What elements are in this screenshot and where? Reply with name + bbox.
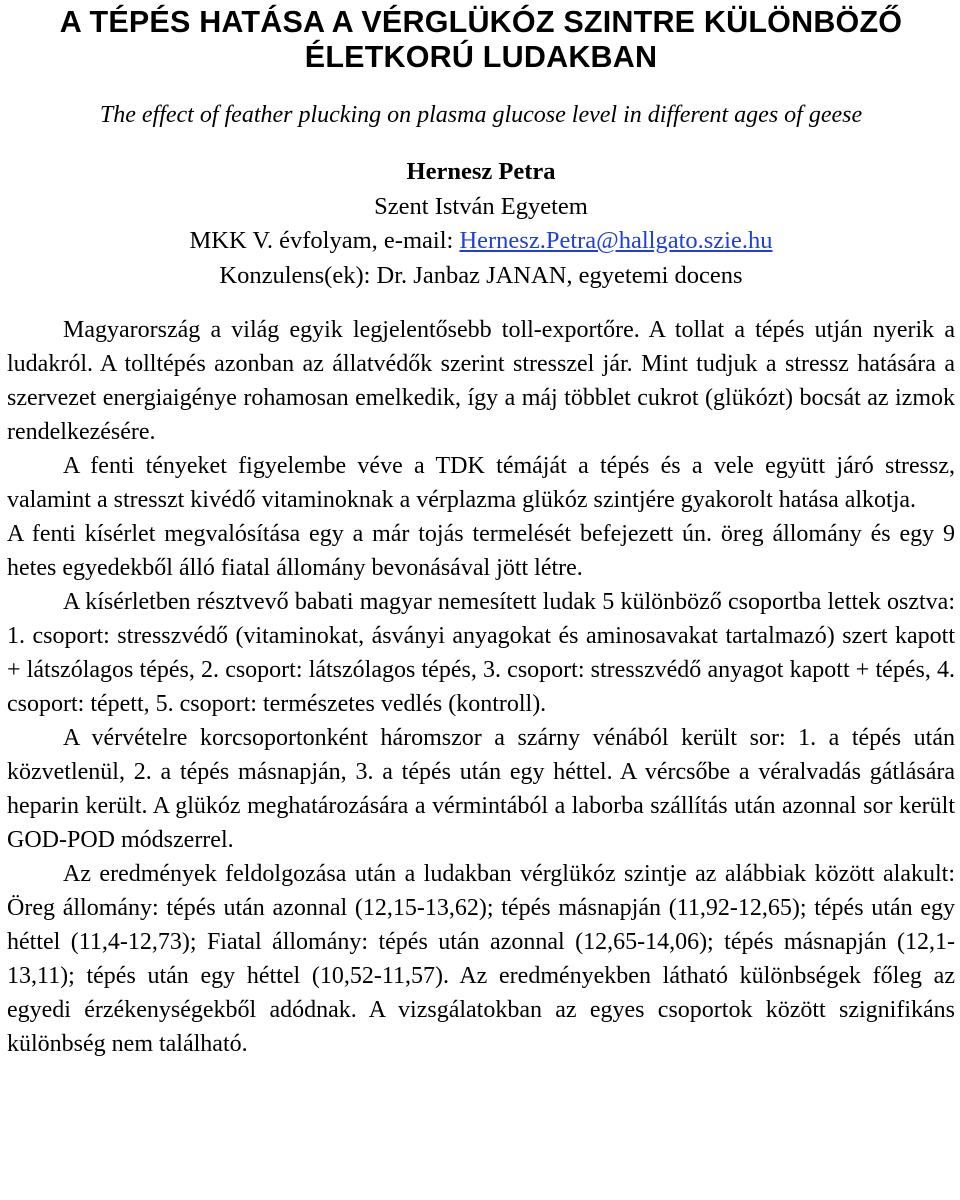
- abstract-paragraph-5: A vérvételre korcsoportonként háromszor a szárny vénából került sor: 1. a tépés után közvetlenül, 2. a tépés másnapján, 3. a tépés után egy héttel. A vércsőbe a véralvadás gátlására heparin került. A glükóz meghatározására a vérmintából a laborba szállítás után azonnal sor került GOD-POD módszerrel.: [7, 725, 955, 853]
- page-title: [7, 5, 955, 75]
- abstract-paragraph-3: A fenti kísérlet megvalósítása egy a már tojás termelését befejezett ún. öreg állomány és egy 9 hetes egyedekből álló fiatal állomány bevonásával jött létre.: [7, 521, 955, 581]
- document-page: [7, 0, 955, 1061]
- course-label: MKK V. évfolyam, e-mail:: [189, 227, 460, 254]
- author-name: Hernesz Petra: [406, 158, 556, 185]
- abstract-paragraph-1: Magyarország a világ egyik legjelentősebb toll-exportőre. A tollat a tépés utján nyerik a ludakról. A tolltépés azonban az állatvédők szerint stresszel jár. Mint tudjuk a stressz hatására a szervezet energiaigénye rohamosan emelkedik, így a máj többlet cukrot (glükózt) bocsát az izmok rendelkezésére.: [7, 317, 955, 445]
- abstract-paragraph-4: A kísérletben résztvevő babati magyar nemesített ludak 5 különböző csoportba lettek osztva: 1. csoport: stresszvédő (vitaminokat, ásványi anyagokat és aminosavakat tartalmazó) szert kapott + látszólagos tépés, 2. csoport: látszólagos tépés, 3. csoport: stresszvédő anyagot kapott + tépés, 4. csoport: tépett, 5. csoport: természetes vedlés (kontroll).: [7, 589, 955, 717]
- author-block: [7, 155, 955, 293]
- university-name: Szent István Egyetem: [374, 192, 588, 220]
- title-line-2: ÉLETKORÚ LUDAKBAN: [304, 40, 658, 74]
- email-link[interactable]: Hernesz.Petra@hallgato.szie.hu: [459, 227, 773, 254]
- english-subtitle: The effect of feather plucking on plasma glucose level in different ages of geese: [99, 102, 863, 128]
- abstract-body: [7, 313, 955, 1061]
- supervisor-line: Konzulens(ek): Dr. Janbaz JANAN, egyetemi docens: [219, 261, 743, 289]
- abstract-paragraph-6: Az eredmények feldolgozása után a ludakban vérglükóz szintje az alábbiak között alakult: Öreg állomány: tépés után azonnal (12,15-13,62); tépés másnapján (11,92-12,65); tépés után egy héttel (11,4-12,73); Fiatal állomány: tépés után azonnal (12,65-14,06); tépés másnapján (12,1-13,11); tépés után egy héttel (10,52-11,57). Az eredményekben látható különbségek főleg az egyedi érzékenységekből adódnak. A vizsgálatokban az egyes csoportok között szignifikáns különbség nem található.: [7, 861, 955, 1057]
- title-line-1: A TÉPÉS HATÁSA A VÉRGLÜKÓZ SZINTRE KÜLÖNBÖZŐ: [59, 5, 903, 39]
- course-email-line: [7, 224, 955, 259]
- abstract-paragraph-2: A fenti tényeket figyelembe véve a TDK témáját a tépés és a vele együtt járó stressz, valamint a stresszt kivédő vitaminoknak a vérplazma glükóz szintjére gyakorolt hatása alkotja.: [7, 453, 955, 513]
